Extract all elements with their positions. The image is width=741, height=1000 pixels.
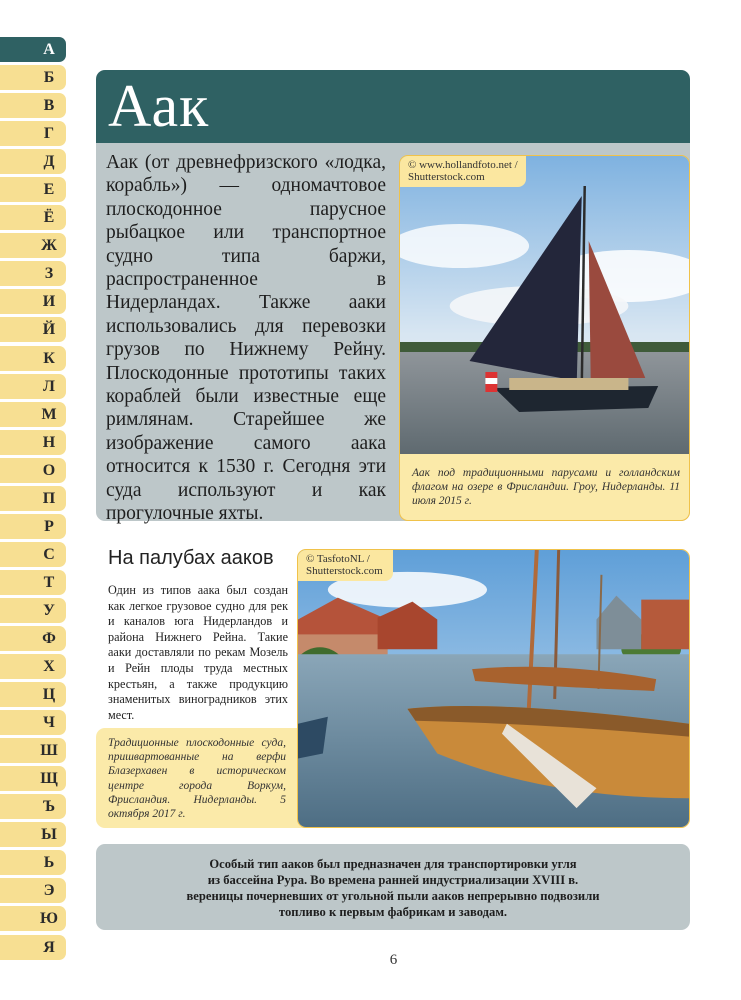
photo-moored-aaks xyxy=(297,549,690,828)
alphabet-letter[interactable]: Н xyxy=(0,430,66,455)
alphabet-letter[interactable]: Б xyxy=(0,65,66,90)
photo2-caption-box xyxy=(96,728,308,828)
fact-note-text xyxy=(126,856,660,920)
alphabet-letter[interactable]: Р xyxy=(0,514,66,539)
alphabet-letter[interactable]: У xyxy=(0,598,66,623)
alphabet-letter[interactable]: Ш xyxy=(0,738,66,763)
section-title: На палубах ааков xyxy=(108,547,274,569)
intro-text: Аак (от древнефризского «лодка, корабль») — одномачтовое плоскодонное парусное рыбацкое или транспортное судно типа баржи, распространенное в Нидерландах. Также ааки использовались для перевозки грузов по Нижнему Рейну. Плоскодонные прототипы таких кораблей были известные еще римлянам. Старейшее же изображение самого аака относится к 1530 г. Сегодня эти суда используют и как прогулочные яхты. xyxy=(106,152,386,525)
alphabet-index xyxy=(0,37,66,963)
alphabet-letter[interactable]: Я xyxy=(0,935,66,960)
alphabet-letter[interactable]: Ж xyxy=(0,233,66,258)
photo1-credit-line2: Shutterstock.com xyxy=(408,171,485,183)
photo2-credit xyxy=(298,550,393,581)
page-title: Аак xyxy=(108,73,210,139)
note-line2: из бассейна Рура. Во времена ранней индустриализации XVIII в. xyxy=(207,873,579,887)
alphabet-letter[interactable]: З xyxy=(0,261,66,286)
alphabet-letter[interactable]: Ц xyxy=(0,682,66,707)
note-line1: Особый тип ааков был предназначен для транспортировки угля xyxy=(209,857,577,871)
photo1-credit xyxy=(400,156,526,187)
alphabet-letter[interactable]: В xyxy=(0,93,66,118)
alphabet-letter[interactable]: Ь xyxy=(0,850,66,875)
alphabet-letter[interactable]: К xyxy=(0,346,66,371)
alphabet-letter[interactable]: И xyxy=(0,289,66,314)
photo-sailing-aak xyxy=(399,155,690,521)
alphabet-letter[interactable]: М xyxy=(0,402,66,427)
alphabet-letter[interactable]: Ё xyxy=(0,205,66,230)
alphabet-letter[interactable]: Х xyxy=(0,654,66,679)
alphabet-letter[interactable]: Г xyxy=(0,121,66,146)
alphabet-letter[interactable]: Т xyxy=(0,570,66,595)
alphabet-letter[interactable]: Ч xyxy=(0,710,66,735)
alphabet-letter[interactable]: П xyxy=(0,486,66,511)
note-line3: вереницы почерневших от угольной пыли ааков непрерывно подвозили xyxy=(186,889,600,903)
alphabet-letter[interactable]: Е xyxy=(0,177,66,202)
section-text: Один из типов аака был создан как легкое грузовое судно для рек и каналов юга Нидерландов и района Нижнего Рейна. Такие ааки доставляли по рекам Мозель и Рейн плоды труда местных крестьян, а также продукцию знаменитых виноградников этих мест. xyxy=(108,583,288,722)
alphabet-letter[interactable]: Ы xyxy=(0,822,66,847)
moored-aaks-image xyxy=(298,550,689,827)
alphabet-letter[interactable]: Ю xyxy=(0,906,66,931)
alphabet-letter[interactable]: Й xyxy=(0,317,66,342)
fact-note xyxy=(96,844,690,930)
alphabet-letter[interactable]: Ф xyxy=(0,626,66,651)
photo1-caption: Аак под традиционными парусами и голландским флагом на озере в Фрисландии. Гроу, Нидерланды. 11 июля 2015 г. xyxy=(412,467,680,508)
photo2-credit-line2: Shutterstock.com xyxy=(306,565,383,577)
alphabet-letter[interactable]: С xyxy=(0,542,66,567)
alphabet-letter[interactable]: О xyxy=(0,458,66,483)
photo1-credit-line1: © www.hollandfoto.net / xyxy=(408,159,518,171)
alphabet-letter[interactable]: Щ xyxy=(0,766,66,791)
note-line4: топливо к первым фабрикам и заводам. xyxy=(278,905,508,919)
sailing-aak-image xyxy=(400,156,689,454)
photo2-credit-line1: © TasfotoNL / xyxy=(306,553,370,565)
alphabet-letter[interactable]: Ъ xyxy=(0,794,66,819)
photo2-caption: Традиционные плоскодонные суда, пришвартованные на верфи Блазерхавен в историческом центре города Воркум, Фрисландия. Нидерланды. 5 октября 2017 г. xyxy=(108,737,286,821)
alphabet-letter[interactable]: Л xyxy=(0,374,66,399)
title-bar xyxy=(96,70,690,143)
alphabet-letter[interactable]: Д xyxy=(0,149,66,174)
alphabet-letter[interactable]: А xyxy=(0,37,66,62)
page-number: 6 xyxy=(389,952,398,968)
alphabet-letter[interactable]: Э xyxy=(0,878,66,903)
